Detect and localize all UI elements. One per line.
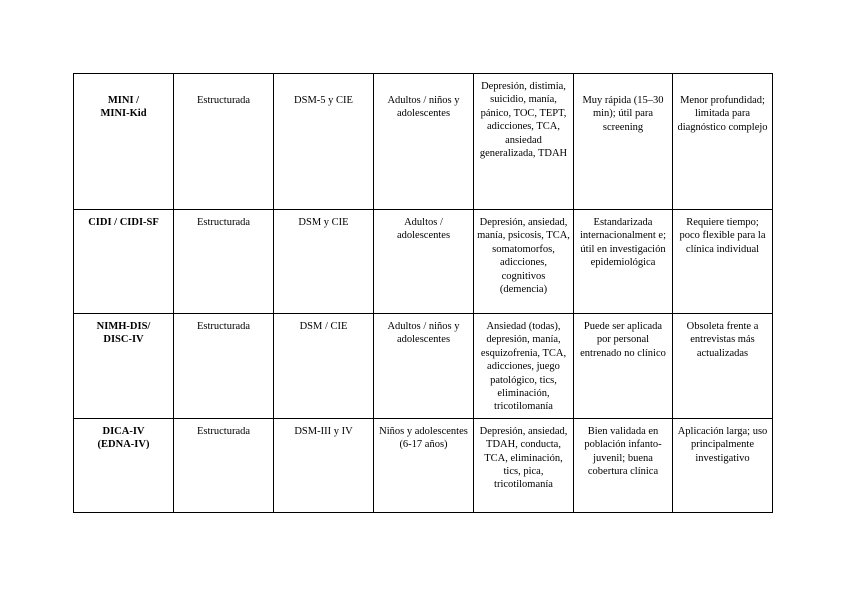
type-cell: Estructurada <box>174 74 274 210</box>
instrument-cell <box>74 418 174 512</box>
limitations-cell: Menor profundidad; limitada para diagnóstico complejo <box>673 74 773 210</box>
instruments-table <box>73 73 773 513</box>
table-row <box>74 314 773 419</box>
type-cell: Estructurada <box>174 210 274 314</box>
population-cell: Adultos / adolescentes <box>374 210 474 314</box>
type-cell: Estructurada <box>174 314 274 419</box>
limitations-cell: Obsoleta frente a entrevistas más actualizadas <box>673 314 773 419</box>
instrument-name: CIDI / CIDI-SF <box>88 217 159 228</box>
population-cell: Niños y adolescentes (6-17 años) <box>374 418 474 512</box>
type-cell: Estructurada <box>174 418 274 512</box>
instrument-name: DICA-IV (EDNA-IV) <box>97 425 150 451</box>
population-cell: Adultos / niños y adolescentes <box>374 74 474 210</box>
strengths-cell: Bien validada en población infanto-juvenil; buena cobertura clínica <box>574 418 673 512</box>
disorders-cell: Ansiedad (todas), depresión, manía, esquizofrenia, TCA, adicciones, juego patológico, tics, eliminación, tricotilomanía <box>474 314 574 419</box>
limitations-cell: Aplicación larga; uso principalmente investigativo <box>673 418 773 512</box>
instrument-name: MINI / MINI-Kid <box>100 95 147 120</box>
limitations-cell: Requiere tiempo; poco flexible para la clínica individual <box>673 210 773 314</box>
strengths-cell: Estandarizada internacionalment e; útil en investigación epidemiológica <box>574 210 673 314</box>
criteria-cell: DSM-III y IV <box>274 418 374 512</box>
criteria-cell: DSM-5 y CIE <box>274 74 374 210</box>
criteria-cell: DSM / CIE <box>274 314 374 419</box>
table-row <box>74 210 773 314</box>
disorders-cell: Depresión, ansiedad, TDAH, conducta, TCA, eliminación, tics, pica, tricotilomanía <box>474 418 574 512</box>
criteria-cell: DSM y CIE <box>274 210 374 314</box>
instrument-name: NIMH-DIS/ DISC-IV <box>96 321 151 346</box>
population-cell: Adultos / niños y adolescentes <box>374 314 474 419</box>
strengths-cell: Muy rápida (15–30 min); útil para screening <box>574 74 673 210</box>
instrument-cell <box>74 314 174 419</box>
instrument-cell <box>74 74 174 210</box>
disorders-cell: Depresión, ansiedad, manía, psicosis, TCA, somatomorfos, adicciones, cognitivos (demencia) <box>474 210 574 314</box>
instrument-cell <box>74 210 174 314</box>
table-row <box>74 74 773 210</box>
strengths-cell: Puede ser aplicada por personal entrenado no clínico <box>574 314 673 419</box>
disorders-cell: Depresión, distimia, suicidio, manía, pánico, TOC, TEPT, adicciones, TCA, ansiedad generalizada, TDAH <box>474 74 574 210</box>
table-row <box>74 418 773 512</box>
